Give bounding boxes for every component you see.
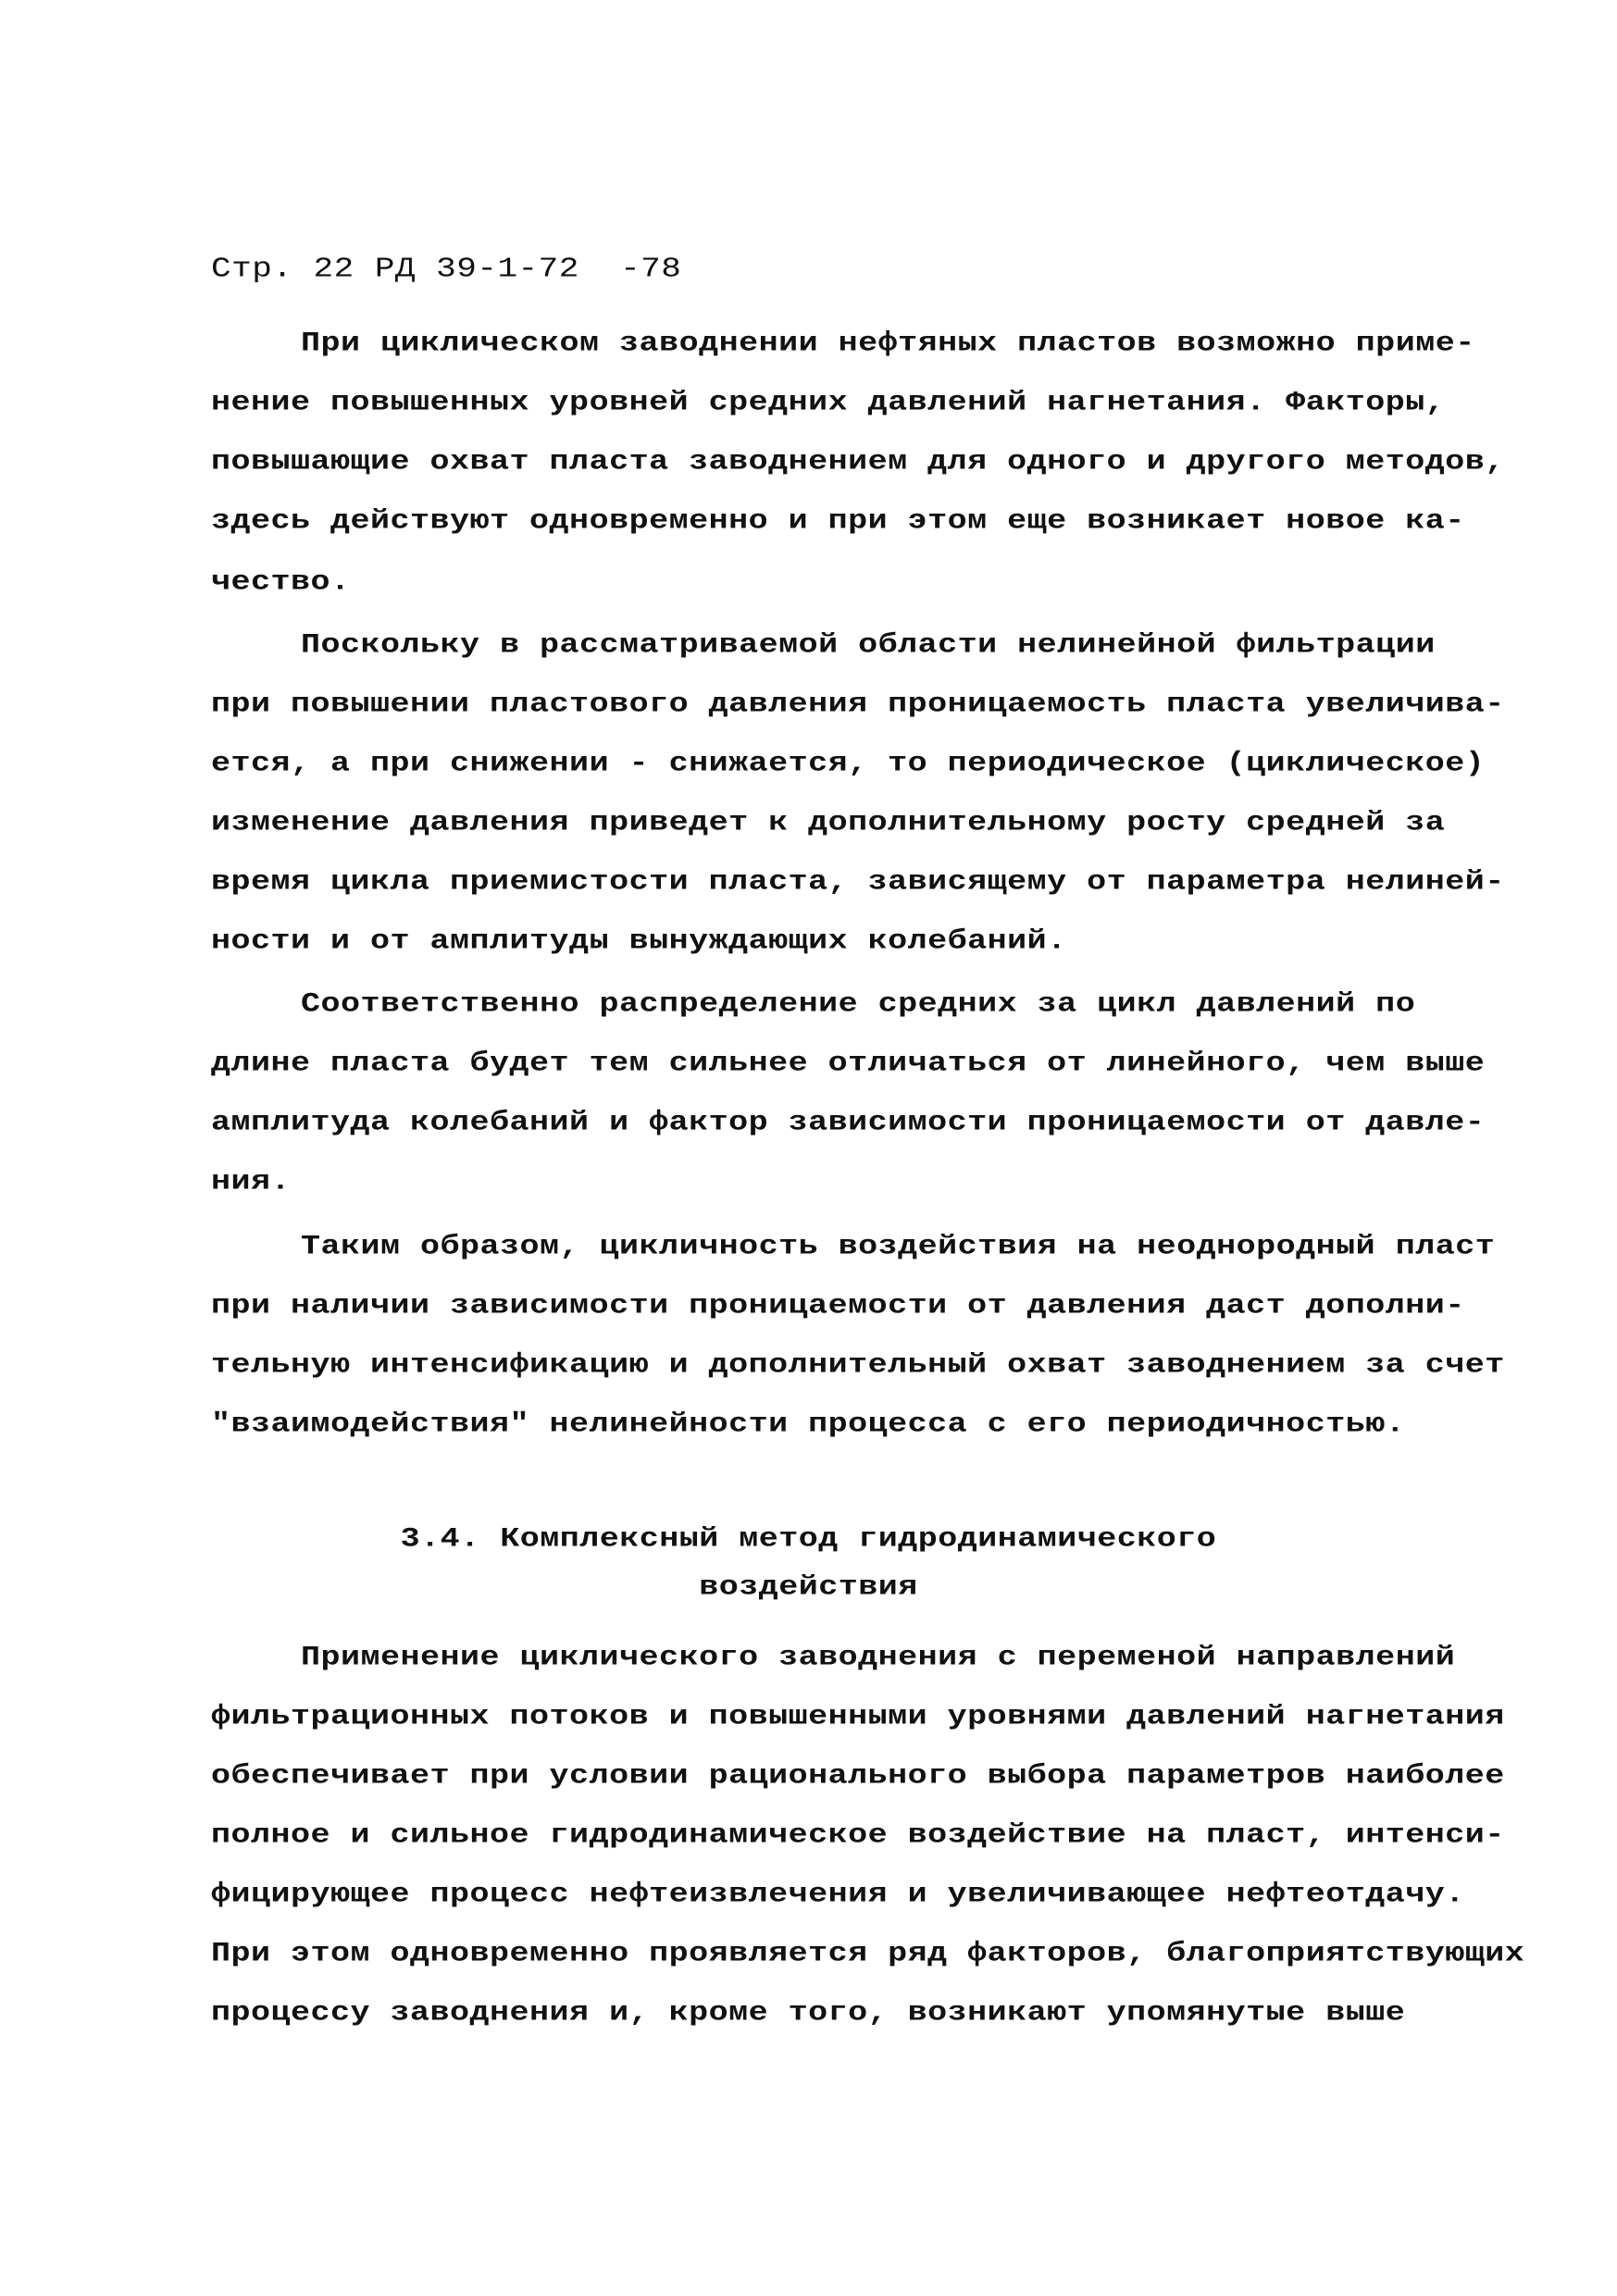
paragraph-line: нение повышенных уровней средних давлений нагнетания. Факторы, bbox=[211, 387, 1446, 418]
page-header: Стр. 22 РД 39-1-72 -78 bbox=[211, 253, 682, 285]
paragraph-line: Применение циклического заводнения с переменой направлений bbox=[301, 1642, 1456, 1673]
paragraph-line: При этом одновременно проявляется ряд факторов, благоприятствующих bbox=[211, 1938, 1525, 1969]
paragraph-line: Таким образом, цикличность воздействия на неоднородный пласт bbox=[301, 1231, 1496, 1262]
paragraph-line: "взаимодействия" нелинейности процесса с его периодичностью. bbox=[211, 1409, 1406, 1440]
paragraph-line: чество. bbox=[211, 566, 351, 598]
paragraph-line: тельную интенсификацию и дополнительный охват заводнением за счет bbox=[211, 1349, 1505, 1381]
paragraph-line: амплитуда колебаний и фактор зависимости проницаемости от давле- bbox=[211, 1107, 1486, 1138]
paragraph-line: при наличии зависимости проницаемости от давления даст дополни- bbox=[211, 1290, 1465, 1322]
section-title: воздействия bbox=[699, 1571, 918, 1603]
paragraph-line: ется, а при снижении - снижается, то периодическое (циклическое) bbox=[211, 748, 1486, 779]
paragraph-line: при повышении пластового давления проницаемость пласта увеличива- bbox=[211, 689, 1505, 720]
paragraph-line: фицирующее процесс нефтеизвлечения и увеличивающее нефтеотдачу. bbox=[211, 1879, 1465, 1910]
paragraph-line: здесь действуют одновременно и при этом еще возникает новое ка- bbox=[211, 505, 1465, 537]
paragraph-line: Поскольку в рассматриваемой области нелинейной фильтрации bbox=[301, 629, 1436, 661]
paragraph-line: повышающие охват пласта заводнением для одного и другого методов, bbox=[211, 446, 1505, 478]
paragraph-line: ности и от амплитуды вынуждающих колебаний. bbox=[211, 925, 1067, 957]
paragraph-line: процессу заводнения и, кроме того, возникают упомянутые выше bbox=[211, 1997, 1406, 2029]
paragraph-line: ния. bbox=[211, 1166, 292, 1198]
paragraph-line: полное и сильное гидродинамическое воздействие на пласт, интенси- bbox=[211, 1819, 1505, 1851]
paragraph-line: время цикла приемистости пласта, зависящему от параметра нелиней- bbox=[211, 866, 1505, 898]
paragraph-line: При циклическом заводнении нефтяных пластов возможно приме- bbox=[301, 328, 1475, 359]
paragraph-line: фильтрационных потоков и повышенными уровнями давлений нагнетания bbox=[211, 1701, 1505, 1732]
paragraph-line: длине пласта будет тем сильнее отличаться от линейного, чем выше bbox=[211, 1048, 1486, 1079]
paragraph-line: Соответственно распределение средних за цикл давлений по bbox=[301, 988, 1416, 1020]
section-title: 3.4. Комплексный метод гидродинамического bbox=[400, 1523, 1217, 1555]
paragraph-line: обеспечивает при условии рационального выбора параметров наиболее bbox=[211, 1760, 1505, 1792]
paragraph-line: изменение давления приведет к дополнительному росту средней за bbox=[211, 807, 1446, 838]
